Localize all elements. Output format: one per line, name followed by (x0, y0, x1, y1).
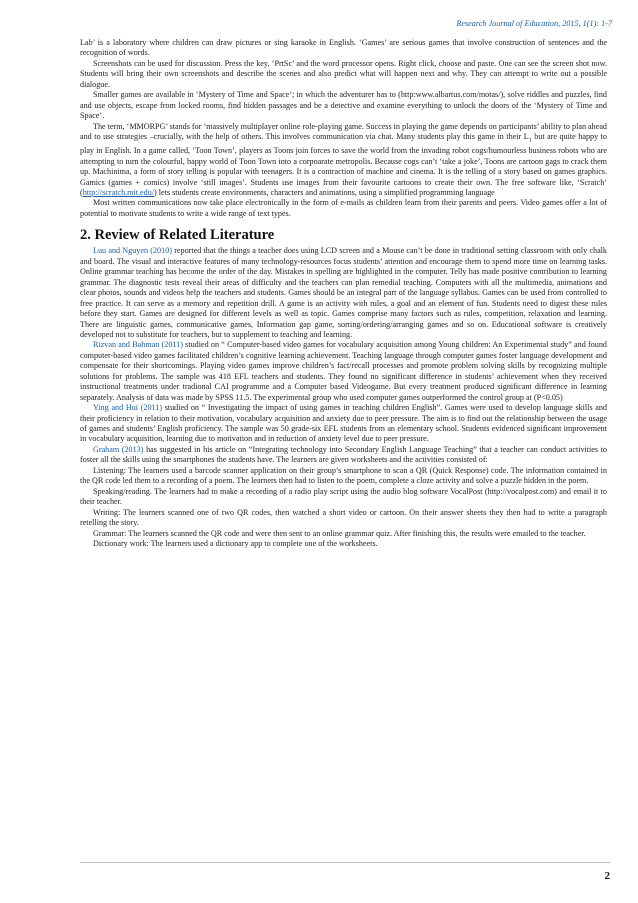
activity-paragraph: Listening: The learners used a barcode scanner application on their group’s smartphone to scan a QR (Quick Response) code. The information contained in the QR code led them to a recording of a poem. The learners then had to listen to the poem, complete a cloze activity and solve a puzzle hidden in the poem. (80, 465, 607, 486)
running-head: Research Journal of Education, 2015, 1(1): 1-7 (456, 19, 612, 28)
paragraph: Most written communications now take place electronically in the form of e-mails as children learn from their parents and peers. Video games offer a lot of potential to motivate students to write a wide range of text types. (80, 198, 607, 218)
paragraph-text: The term, ‘MMORPG’ stands for ‘massively multiplayer online role-playing game. Success in playing the game depends on participants’ ability to plan ahead and to use strategies –crucially, with the help of others. This involves communication via chat. Many students play this game in their L (80, 121, 607, 142)
activity-paragraph: Grammar: The learners scanned the QR code and were then sent to an online grammar quiz. After finishing this, the results were emailed to the teacher. (93, 528, 586, 538)
paragraph (80, 340, 607, 403)
article-body (80, 38, 607, 549)
paragraph-text: studied on “ Investigating the impact of using games in teaching children English”. Games were used to develop language skills and their proficiency in relation to their motivation, vocabulary acquisition and anxiety due to peer pressure. The aim is to find out the relationship between the usage of games and students’ English proficiency. The sample was 50 grade-six EFL students from an elementary school. Students evidenced significant improvement in vocabulary acquisition, learning due to motivation and in reduction of anxiety level due to peer pressure. (80, 403, 607, 444)
paragraph: Lab’ is a laboratory where children can draw pictures or sing karaoke in English. ‘Games’ are serious games that involve construction of sentences and the recognition of words. (80, 38, 607, 58)
subscript: 1 (528, 137, 532, 144)
activity-paragraph: Writing: The learners scanned one of two QR codes, then watched a short video or cartoon. On their answer sheets they then had to write a paragraph retelling the story. (80, 507, 607, 528)
paragraph-text: reported that the things a teacher does using LCD screen and a Mouse can’t be done in traditional setting classroom with only chalk and board. The visual and interactive features of many technology-resources focus students’ attention and encourage them to spend more time on learning tasks. Online grammar teaching has become the order of the day. Mistakes in spelling are highlighted in the computer. Telly has made positive contribution to learning grammar. The diagnostic tests reveal their areas of difficulty and the teachers can plan remedial teaching. Computers with all the multimedia, animations and clear photos, sounds and videos help the teachers and students. Games should be an integral part of the language syllabus. Games can be used from controlled to free practice. It can serve as a memory and repetition drill. A game is an activity with rules, a goal and an element of fun. Students need to digest these rules before they start. Games are designed for different levels as well as topic. Games comprise many factors such as rules, competition, relaxation and learning. There are linguistic games, communicative games, Information gap game, sorting/ordering/arranging games and so on. Educational software is creatively developed not to substitute for teachers, but to supplement to teaching and learning. (80, 246, 607, 339)
paragraph-text: but are quite happy to play in English. In a game called, ‘Toon Town’, players as Toons join forces to save the world from the invading robot cogs/humourless business robots who are attempting to turn the colourful, happy world of Toon Town into a corpoarate metropolis. Because cogs can’t ‘take a joke’, Toons are cartoon gags to crack them up. Machinima, a form of story telling is popular with teenagers. It is a contraction of machine and cinema. It is the telling of a story based on games graphics. Gamics (games + comics) involve ‘still images’. Students use images from their favourite cartoons to create their own. The free software like, ‘Scratch’ ( (80, 132, 607, 197)
paragraph (80, 246, 607, 340)
paragraph (80, 445, 607, 466)
activity-paragraph: Speaking/reading. The learners had to make a recording of a radio play script using the audio blog software VocalPost (http://vocalpost.com) and email it to their teacher. (80, 486, 607, 507)
citation-link[interactable]: Graham (2013) (93, 444, 144, 454)
page-number: 2 (604, 870, 610, 882)
citation-link[interactable]: Luu and Nguyen (2010) (93, 246, 172, 256)
activity-paragraph: Dictionary work: The learners used a dictionary app to complete one of the worksheets. (93, 539, 378, 549)
paragraph-text: lets students create environments, characters and animations, using a simplified programming language (156, 187, 495, 197)
paragraph (80, 403, 607, 445)
scratch-link[interactable]: http://scratch.mit.edu/ (82, 187, 155, 197)
paragraph: Screenshots can be used for discussion. Press the key, ‘PrtSc’ and the word processor opens. Right click, choose and paste. One can see the screen shot now. Students will bring their own screenshots and describe the scenes and also predict what will happen next and why. They can attempt to write out a possible dialogue. (80, 58, 607, 89)
section-heading: 2. Review of Related Literature (80, 227, 275, 244)
citation-link[interactable]: Ying and Hui (2011) (93, 403, 163, 413)
paragraph-text: studied on “ Computer-based video games for vocabulary acquisition among Young children: An Experimental study” and found computer-based video games facilitated children’s cognitive learning achievement. Teaching language through computer games foster language development and compensate for their shortcomings. Playing video games improve children’s fact/recall processes and promote problem solving skills by recognizing multiple solutions for problems. The sample was 418 EFL teachers and students. They found no significant difference in students’ achievement when they received instructional treatments under tradional CAI programme and a Computer based Videogame. But every treatment produced significant difference in learning separately. Analysis of data was made by SPSS 11.5. The experimental group who used computer games outperformed the control group at (P<0.05) (80, 340, 607, 402)
footer-divider (80, 862, 610, 863)
citation-link[interactable]: Rizvan and Bahman (2011) (93, 340, 183, 350)
paragraph: Smaller games are available in ‘Mystery of Time and Space’; in which the adventurer has to (http:www.albartus.com/motas/), solve riddles and puzzles, find and use objects, escape from locked rooms, find hidden passages and be a detective and examine everything to unlock the doors of the ‘Mystery of Time and Space’. (80, 90, 607, 121)
paragraph-text: has suggested in his article on “Integrating technology into Secondary English Language Teaching” that a teacher can conduct activities to foster all the skills using the smartphones the students have. The learners are given worksheets and the activities consisted of: (80, 444, 607, 465)
paragraph: The term, ‘MMORPG’ stands for ‘massively multiplayer online role-playing game. Success in playing the game depends on participants’ ability to plan ahead and to use strategies –crucially, with the help of others. This involves communication via chat. Many students play this game in their $L_1$ but are quite happy to play in English. In a game called, ‘Toon Town’, players as Toons join forces to save the world from the invading robot cogs/humourless business robots who are attempting to turn the colourful, happy world of Toon Town into a corpoarate metropolis. Because cogs can’t ‘take a joke’, Toons are cartoon gags to crack them up. Machinima, a form of story telling is popular with teenagers. It is a contraction of machine and cinema. It is the telling of a story based on games graphics. Gamics (games + comics) involve ‘still images’. Students use images from their favourite cartoons to create their own. The free software like, ‘Scratch’ (http://scratch.mit.edu/) lets students create environments, characters and animations, using a simplified programming language (80, 121, 607, 197)
